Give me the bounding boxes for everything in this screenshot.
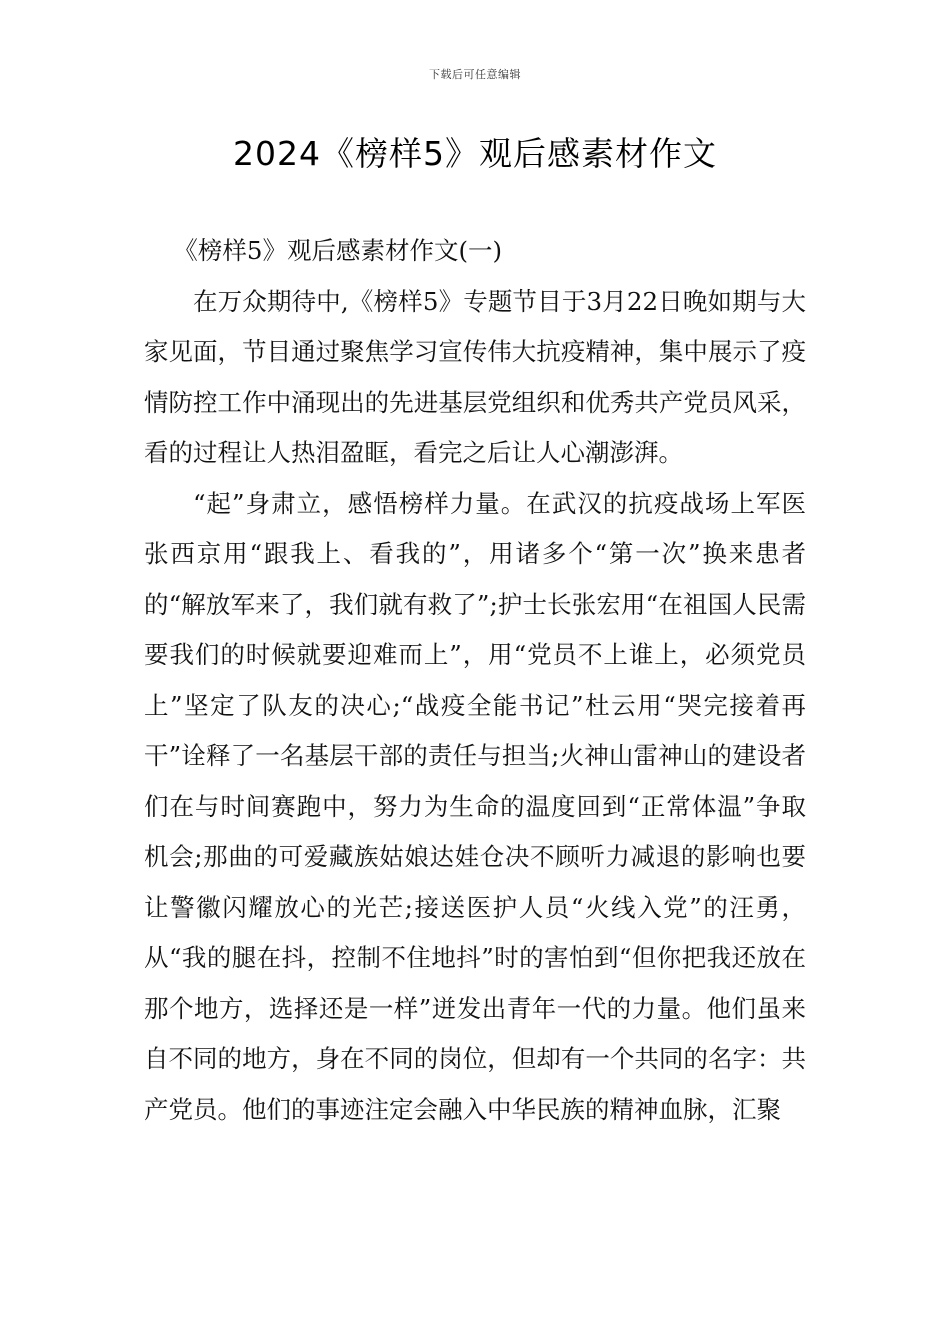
document-title: 2024《榜样5》观后感素材作文 <box>233 134 717 173</box>
header-note: 下载后可任意编辑 <box>429 68 521 81</box>
section-subtitle: 《榜样5》观后感素材作文(一) <box>173 236 503 265</box>
paragraph-1: 在万众期待中,《榜样5》专题节目于3月22日晚如期与大家见面，节目通过聚焦学习宣传伟大抗疫精神，集中展示了疫情防控工作中涌现出的先进基层党组织和优秀共产党员风采，看的过程让人热泪盈眶，看完之后让人心潮澎湃。 <box>144 286 806 467</box>
document-body <box>144 226 806 1135</box>
paragraph-2: “起”身肃立，感悟榜样力量。在武汉的抗疫战场上军医张西京用“跟我上、看我的”，用诸多个“第一次”换来患者的“解放军来了，我们就有救了”;护士长张宏用“在祖国人民需要我们的时候就要迎难而上”，用“党员不上谁上，必须党员上”坚定了队友的决心;“战疫全能书记”杜云用“哭完接着再干”诠释了一名基层干部的责任与担当;火神山雷神山的建设者们在与时间赛跑中，努力为生命的温度回到“正常体温”争取机会;那曲的可爱藏族姑娘达娃仓决不顾听力减退的影响也要让警徽闪耀放心的光芒;接送医护人员“火线入党”的汪勇，从“我的腿在抖，控制不住地抖”时的害怕到“但你把我还放在那个地方，选择还是一样”迸发出青年一代的力量。他们虽来自不同的地方，身在不同的岗位，但却有一个共同的名字：共产党员。他们的事迹注定会融入中华民族的精神血脉，汇聚 <box>144 488 806 1124</box>
